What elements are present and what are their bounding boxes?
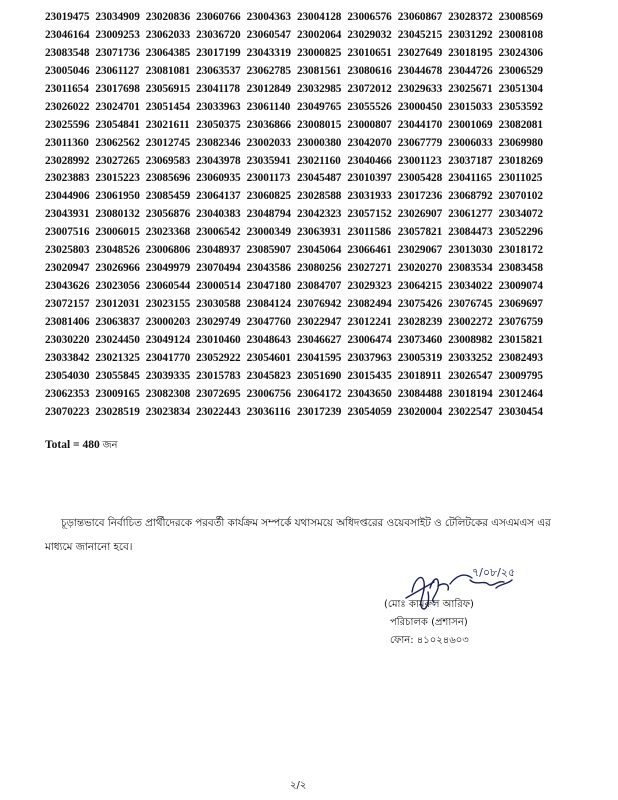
roll-number-cell: 23017199 [196, 46, 241, 59]
roll-number-cell: 23015821 [498, 333, 543, 346]
roll-number-cell: 23040383 [196, 208, 241, 221]
roll-number-cell: 23023368 [145, 226, 191, 239]
roll-number-cell: 23001123 [397, 154, 442, 167]
roll-number-cell: 23024450 [95, 333, 140, 346]
roll-number-cell: 23063931 [296, 226, 342, 239]
roll-number-cell: 23050375 [196, 118, 241, 131]
roll-number-cell: 23002272 [448, 315, 493, 328]
signatory-phone: ফোন: ৪১০২৪৬০৩ [390, 635, 469, 646]
roll-number-cell: 23069697 [498, 298, 543, 310]
roll-number-cell: 23083534 [448, 262, 493, 275]
roll-number-cell: 23032985 [296, 82, 342, 95]
roll-number-cell: 23022547 [448, 405, 493, 418]
roll-number-cell: 23060766 [196, 11, 241, 23]
roll-number-cell: 23023155 [145, 298, 191, 310]
roll-number-cell: 23018195 [448, 46, 493, 59]
roll-number-cell: 23010460 [196, 333, 241, 346]
total-line [45, 438, 118, 455]
roll-number-cell: 23082493 [498, 351, 543, 364]
roll-number-cell: 23071736 [95, 46, 140, 59]
roll-number-cell: 23061127 [95, 64, 140, 77]
roll-number-cell: 23060547 [246, 28, 291, 41]
roll-number-cell: 23020836 [145, 11, 191, 23]
roll-number-cell: 23070494 [196, 262, 241, 275]
signatory-designation: পরিচালক (প্রশাসন) [390, 617, 468, 628]
roll-number-cell: 23076745 [448, 298, 493, 310]
roll-number-cell: 23028992 [45, 154, 90, 167]
roll-number-cell: 23082081 [498, 118, 543, 131]
notice-paragraph: চূড়ান্তভাবে নির্বাচিত প্রার্থীদেরকে পরবর্তী কার্যক্রম সম্পর্কে যথাসময়ে অধিদপ্তরের ওয়েবসাইট ও টেলিটকের এসএমএস এর মাধ্যমে জানানো হবে। [45, 517, 551, 553]
roll-number-cell: 23021611 [145, 118, 190, 131]
roll-number-cell: 23020947 [45, 262, 90, 275]
roll-number-cell: 23055526 [347, 100, 392, 113]
roll-number-cell: 23002064 [296, 28, 342, 41]
roll-number-cell: 23006576 [347, 11, 392, 23]
roll-number-cell: 23000514 [196, 280, 241, 293]
roll-number-cell: 23025596 [45, 118, 90, 131]
roll-number-cell: 23010651 [347, 46, 392, 59]
roll-number-cell: 23045823 [246, 369, 291, 382]
roll-number-cell: 23068792 [448, 190, 493, 203]
roll-number-cell: 23069583 [145, 154, 191, 167]
roll-number-cell: 23015783 [196, 369, 241, 382]
roll-number-cell: 23004128 [296, 11, 342, 23]
roll-number-cell: 23011586 [347, 226, 392, 239]
roll-number-cell: 23006033 [448, 136, 493, 149]
roll-number-cell: 23044726 [448, 64, 493, 77]
roll-number-cell: 23060825 [246, 190, 291, 203]
roll-number-cell: 23026022 [45, 100, 90, 113]
roll-number-cell: 23043626 [45, 280, 90, 293]
roll-number-cell: 23064215 [397, 280, 443, 293]
roll-number-cell: 23044906 [45, 190, 90, 203]
roll-number-cell: 23025803 [45, 244, 90, 257]
roll-number-cell: 23057821 [397, 226, 443, 239]
roll-number-cell: 23034022 [448, 280, 493, 293]
roll-number-cell: 23018194 [448, 387, 493, 400]
roll-number-cell: 23045064 [296, 244, 342, 257]
roll-number-cell: 23029067 [397, 244, 443, 257]
roll-number-cell: 23011025 [498, 172, 543, 185]
roll-number-cell: 23063537 [196, 64, 241, 77]
roll-number-cell: 23046164 [45, 28, 90, 41]
roll-number-cell: 23072157 [45, 298, 90, 310]
roll-number-cell: 23081081 [145, 64, 191, 77]
roll-number-cell: 23000349 [246, 226, 291, 239]
roll-number-cell: 23041595 [296, 351, 342, 364]
roll-number-cell: 23034909 [95, 11, 140, 23]
roll-number-cell: 23080132 [95, 208, 140, 221]
roll-number-cell: 23022947 [296, 315, 342, 328]
roll-number-cell: 23012241 [347, 315, 392, 328]
roll-number-cell: 23041178 [196, 82, 240, 95]
roll-number-cell: 23047760 [246, 315, 291, 328]
roll-number-cell: 23044678 [397, 64, 443, 77]
roll-number-cell: 23023834 [145, 405, 191, 418]
roll-number-cell: 23076942 [296, 298, 342, 310]
roll-number-cell: 23007516 [45, 226, 90, 239]
roll-number-cell: 23027271 [347, 262, 392, 275]
roll-number-cell: 23051304 [498, 82, 543, 95]
roll-number-cell: 23048643 [246, 333, 291, 346]
roll-number-cell: 23080616 [347, 64, 392, 77]
roll-number-cell: 23021160 [296, 154, 341, 167]
roll-number-cell: 23030454 [498, 405, 543, 418]
roll-number-cell: 23018172 [498, 244, 543, 257]
roll-number-cell: 23000203 [145, 315, 191, 328]
roll-number-cell: 23083548 [45, 46, 90, 59]
roll-number-cell: 23030220 [45, 333, 90, 346]
signature-date: ৭/০৮/২৫ [472, 566, 516, 579]
roll-number-cell: 23005046 [45, 64, 90, 77]
roll-number-cell: 23056876 [145, 208, 191, 221]
roll-number-cell: 23012745 [145, 136, 191, 149]
roll-number-cell: 23009074 [498, 280, 543, 293]
roll-number-cell: 23046627 [296, 333, 342, 346]
roll-number-cell: 23054030 [45, 369, 90, 382]
roll-number-cell: 23056915 [145, 82, 191, 95]
roll-number-cell: 23017236 [397, 190, 443, 203]
roll-number-cell: 23029032 [347, 28, 392, 41]
roll-number-cell: 23054601 [246, 351, 291, 364]
roll-number-cell: 23033252 [448, 351, 493, 364]
roll-number-cell: 23011360 [45, 136, 89, 149]
roll-number-cell: 23064137 [196, 190, 241, 203]
roll-number-cell: 23040466 [347, 154, 392, 167]
roll-number-cell: 23017698 [95, 82, 140, 95]
roll-number-cell: 23006806 [145, 244, 191, 257]
roll-number-cell: 23015223 [95, 172, 140, 185]
roll-number-cell: 23002033 [246, 136, 291, 149]
roll-number-cell: 23051690 [296, 369, 342, 382]
roll-number-cell: 23036720 [196, 28, 241, 41]
roll-number-cell: 23045215 [397, 28, 443, 41]
roll-number-cell: 23009795 [498, 369, 543, 382]
roll-number-cell: 23043319 [246, 46, 291, 59]
roll-number-cell: 23044170 [397, 118, 443, 131]
roll-number-cell: 23005428 [397, 172, 443, 185]
page-number: ২/২ [290, 780, 307, 791]
roll-number-cell: 23052296 [498, 226, 543, 239]
total-value: 480 [82, 439, 100, 451]
total-label: Total [45, 439, 71, 451]
roll-number-cell: 23008108 [498, 28, 543, 41]
roll-number-cell: 23063837 [95, 315, 140, 328]
roll-number-cell: 23029323 [347, 280, 392, 293]
roll-number-cell: 23048526 [95, 244, 140, 257]
roll-number-cell: 23020004 [397, 405, 443, 418]
roll-number-cell: 23080256 [296, 262, 342, 275]
roll-number-cell: 23027265 [95, 154, 140, 167]
roll-number-cell: 23047180 [246, 280, 291, 293]
roll-number-cell: 23062353 [45, 387, 90, 400]
roll-number-cell: 23033963 [196, 100, 241, 113]
roll-number-cell: 23049124 [145, 333, 191, 346]
roll-number-cell: 23028519 [95, 405, 140, 418]
roll-number-cell: 23043931 [45, 208, 90, 221]
total-unit: জন [102, 440, 118, 451]
roll-number-cell: 23001173 [246, 172, 291, 185]
total-equals: = [73, 439, 80, 451]
roll-number-cell: 23072012 [347, 82, 392, 95]
roll-number-cell: 23006529 [498, 64, 543, 77]
roll-number-cell: 23008982 [448, 333, 493, 346]
roll-number-cell: 23041770 [145, 351, 191, 364]
roll-number-cell: 23008015 [296, 118, 342, 131]
roll-number-cell: 23064172 [296, 387, 342, 400]
roll-number-cell: 23028372 [448, 11, 493, 23]
roll-number-cell: 23043978 [196, 154, 241, 167]
roll-number-cell: 23017239 [296, 405, 342, 418]
signatory-name: (মোঃ কামরুল আরিফ) [384, 599, 474, 610]
roll-number-cell: 23043586 [246, 262, 291, 275]
roll-number-cell: 23062033 [145, 28, 191, 41]
roll-number-cell: 23048794 [246, 208, 291, 221]
roll-number-cell: 23055845 [95, 369, 140, 382]
roll-number-cell: 23026966 [95, 262, 140, 275]
roll-number-cell: 23026547 [448, 369, 493, 382]
roll-number-cell: 23037187 [448, 154, 493, 167]
roll-number-cell: 23060935 [196, 172, 241, 185]
roll-number-cell: 23019475 [45, 11, 90, 23]
roll-number-cell: 23021325 [95, 351, 140, 364]
roll-number-cell: 23031933 [347, 190, 392, 203]
roll-number-cell: 23000807 [347, 118, 392, 131]
roll-number-cell: 23061950 [95, 190, 140, 203]
roll-number-cell: 23000380 [296, 136, 342, 149]
roll-number-cell: 23041165 [448, 172, 492, 185]
roll-number-cell: 23082346 [196, 136, 241, 149]
roll-number-cell: 23009253 [95, 28, 140, 41]
roll-number-cell: 23023883 [45, 172, 90, 185]
roll-number-cell: 23045487 [296, 172, 342, 185]
roll-number-cell: 23000825 [296, 46, 342, 59]
roll-number-cell: 23033842 [45, 351, 90, 364]
roll-number-cell: 23020270 [397, 262, 443, 275]
roll-number-cell: 23048937 [196, 244, 241, 257]
roll-number-cell: 23010397 [347, 172, 392, 185]
roll-number-cell: 23005319 [397, 351, 443, 364]
roll-number-cell: 23081406 [45, 315, 90, 328]
roll-number-cell: 23018269 [498, 154, 543, 167]
roll-number-cell: 23054059 [347, 405, 392, 418]
roll-number-cell: 23024306 [498, 46, 543, 59]
roll-number-cell: 23070102 [498, 190, 543, 203]
roll-number-cell: 23026907 [397, 208, 443, 221]
roll-number-cell: 23070223 [45, 405, 90, 418]
roll-number-cell: 23013030 [448, 244, 493, 257]
roll-number-cell: 23076759 [498, 315, 543, 328]
roll-number-cell: 23028239 [397, 315, 443, 328]
roll-number-cell: 23052922 [196, 351, 241, 364]
roll-number-cell: 23061277 [448, 208, 493, 221]
roll-number-cell: 23029633 [397, 82, 443, 95]
roll-number-cell: 23084707 [296, 280, 342, 293]
roll-number-cell: 23030588 [196, 298, 241, 310]
roll-number-cell: 23006542 [196, 226, 241, 239]
roll-number-cell: 23012849 [246, 82, 291, 95]
roll-number-cell: 23057152 [347, 208, 392, 221]
roll-number-cell: 23015435 [347, 369, 392, 382]
roll-number-cell: 23081561 [296, 64, 342, 77]
roll-number-cell: 23025671 [448, 82, 493, 95]
roll-number-cell: 23085907 [246, 244, 291, 257]
roll-number-cell: 23069980 [498, 136, 543, 149]
roll-number-cell: 23028588 [296, 190, 342, 203]
roll-number-cell: 23029749 [196, 315, 241, 328]
roll-number-cell: 23006756 [246, 387, 291, 400]
roll-number-cell: 23066461 [347, 244, 392, 257]
roll-number-cell: 23023056 [95, 280, 140, 293]
roll-number-cell: 23001069 [448, 118, 493, 131]
roll-number-table [45, 9, 549, 422]
roll-number-cell: 23042323 [296, 208, 342, 221]
roll-number-cell: 23062785 [246, 64, 291, 77]
roll-number-cell: 23034072 [498, 208, 543, 221]
roll-number-cell: 23018911 [397, 369, 442, 382]
roll-number-cell: 23049979 [145, 262, 191, 275]
roll-number-cell: 23064385 [145, 46, 191, 59]
roll-number-cell: 23083458 [498, 262, 543, 275]
roll-number-cell: 23035941 [246, 154, 291, 167]
roll-number-cell: 23004363 [246, 11, 291, 23]
roll-number-cell: 23006474 [347, 333, 392, 346]
roll-number-cell: 23084488 [397, 387, 443, 400]
roll-number-cell: 23072695 [196, 387, 241, 400]
roll-number-cell: 23006015 [95, 226, 140, 239]
roll-number-cell: 23061140 [246, 100, 291, 113]
roll-number-cell: 23084473 [448, 226, 493, 239]
roll-number-cell: 23011654 [45, 82, 89, 95]
roll-number-cell: 23037963 [347, 351, 392, 364]
roll-number-cell: 23067779 [397, 136, 443, 149]
roll-number-cell: 23082494 [347, 298, 392, 310]
roll-number-cell: 23054841 [95, 118, 140, 131]
roll-number-cell: 23060544 [145, 280, 191, 293]
roll-number-cell: 23082308 [145, 387, 191, 400]
roll-number-cell: 23085459 [145, 190, 191, 203]
roll-number-cell: 23022443 [196, 405, 241, 418]
roll-number-cell: 23085696 [145, 172, 191, 185]
roll-number-cell: 23015033 [448, 100, 493, 113]
roll-number-cell: 23062562 [95, 136, 140, 149]
roll-number-cell: 23027649 [397, 46, 443, 59]
roll-number-cell: 23000450 [397, 100, 443, 113]
roll-number-cell: 23012464 [498, 387, 543, 400]
roll-number-cell: 23049765 [296, 100, 342, 113]
roll-number-cell: 23024701 [95, 100, 140, 113]
roll-number-cell: 23084124 [246, 298, 291, 310]
roll-number-cell: 23060867 [397, 11, 443, 23]
roll-number-cell: 23053592 [498, 100, 543, 113]
roll-number-cell: 23073460 [397, 333, 443, 346]
roll-number-cell: 23008569 [498, 11, 543, 23]
roll-number-cell: 23012031 [95, 298, 140, 310]
roll-number-cell: 23036866 [246, 118, 291, 131]
roll-number-cell: 23042070 [347, 136, 392, 149]
roll-number-cell: 23051454 [145, 100, 191, 113]
roll-number-cell: 23039335 [145, 369, 191, 382]
signature-block [384, 596, 474, 650]
roll-number-cell: 23031292 [448, 28, 493, 41]
roll-number-cell: 23036116 [246, 405, 291, 418]
roll-number-cell: 23075426 [397, 298, 443, 310]
roll-number-cell: 23043650 [347, 387, 392, 400]
roll-number-cell: 23009165 [95, 387, 140, 400]
